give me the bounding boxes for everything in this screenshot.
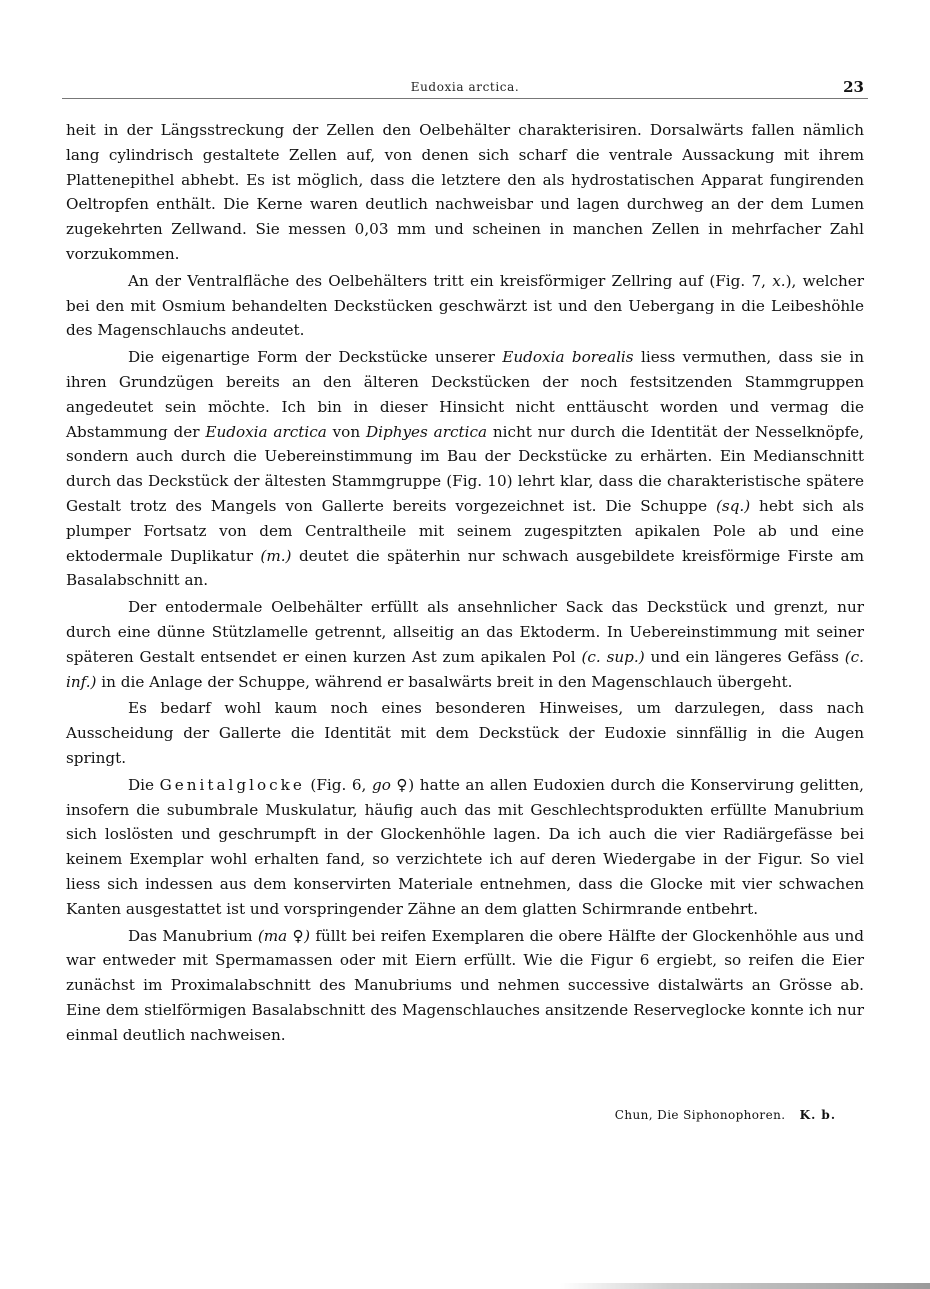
paragraph [66, 696, 864, 770]
paragraph [66, 924, 864, 1048]
text-run: Der entodermale Oelbehälter erfüllt als ansehnlicher Sack das Deckstück und grenzt, nur durch eine dünne Stützlamelle getrennt, allseitig an das Ektoderm. In Uebereinstimmung mit seiner späteren Gestalt entsendet er einen kurzen Ast zum apikalen Pol [66, 598, 864, 666]
italic-term: (sq.) [715, 496, 751, 515]
text-run: hebt sich als plumper Fortsatz von dem Centraltheile mit seinem zugespitzten apikalen Pole ab und eine ektodermale Duplikatur [66, 496, 864, 565]
text-run: in die Anlage der Schuppe, während er basalwärts breit in den Magenschlauch übergeht. [96, 672, 793, 691]
text-run: Die [128, 775, 160, 794]
text-run: ), welcher bei den mit Osmium behandelten Deckstücken geschwärzt ist und den Uebergang in die Leibeshöhle des Magenschlauchs andeutet. [66, 271, 864, 340]
running-title: Eudoxia arctica. [410, 80, 520, 94]
italic-term: Diphyes arctica [365, 422, 488, 441]
paragraph [66, 595, 864, 694]
italic-term: (c. sup.) [581, 647, 645, 666]
text-run: von [326, 422, 366, 441]
text-run: An der Ventralfläche des Oelbehälters tritt ein kreisförmiger Zellring auf (Fig. 7, [128, 271, 773, 290]
paragraph [66, 118, 864, 267]
spaced-term: Genitalglocke [159, 775, 305, 794]
header-rule [62, 98, 868, 99]
italic-term: Eudoxia arctica [205, 422, 327, 441]
paragraph [66, 773, 864, 922]
sheet-mark: K. b. [799, 1108, 836, 1122]
body-text [66, 118, 864, 1047]
page-number: 23 [843, 78, 864, 96]
page-edge-shadow [560, 1283, 930, 1289]
text-run: und ein längeres Gefäss [644, 647, 845, 666]
text-run: ) hatte an allen Eudoxien durch die Konservirung gelitten, insofern die subumbrale Muskulatur, häufig auch das mit Geschlechtsprodukten erfüllte Manubrium sich loslösten und geschrumpft in der Glockenhöhle lagen. Da ich auch die vier Radiärgefässe bei keinem Exemplar wohl erhalten fand, so verzichtete ich auf deren Wiedergabe in der Figur. So viel liess sich indessen aus dem konservirten Materiale entnehmen, dass die Glocke mit vier schwachen Kanten ausgestattet ist und vorspringender Zähne an dem glatten Schirmrande entbehrt. [66, 775, 865, 918]
footer-signature [615, 1108, 836, 1122]
running-header [62, 80, 868, 98]
text-run: liess vermuthen, dass sie in ihren Grundzügen bereits an den älteren Deckstücken der noch festsitzenden Stammgruppen angedeutet sein möchte. Ich bin in dieser Hinsicht nicht enttäuscht worden und vermag die Abstammung der [66, 348, 864, 441]
text-run: füllt bei reifen Exemplaren die obere Hälfte der Glockenhöhle aus und war entweder mit Spermamassen oder mit Eiern erfüllt. Wie die Figur 6 ergiebt, so reifen die Eier zunächst im Proximalabschnitt des Manubriums und nehmen successive distalwärts an Grösse ab. Eine dem stielförmigen Basalabschnitt des Magenschlauches ansitzende Reserveglocke konnte ich nur einmal deutlich nachweisen. [66, 926, 864, 1044]
text-run: Es bedarf wohl kaum noch eines besonderen Hinweises, um darzulegen, dass nach Ausscheidung der Gallerte die Identität mit dem Deckstück der Eudoxie sinnfällig in die Augen springt. [66, 699, 864, 767]
italic-term: (m.) [260, 546, 292, 565]
paragraph [66, 345, 864, 593]
text-run: deutet die späterhin nur schwach ausgebildete kreisförmige Firste am Basalabschnitt an. [66, 546, 864, 590]
signature-text: Chun, Die Siphonophoren. [614, 1108, 786, 1122]
italic-term: x. [772, 271, 786, 290]
text-run: (Fig. 6, [304, 775, 372, 794]
paragraph [66, 269, 864, 343]
italic-term: (ma ♀) [257, 926, 311, 945]
italic-term: (c. inf.) [66, 647, 864, 691]
text-run: heit in der Längsstreckung der Zellen den Oelbehälter charakterisiren. Dorsalwärts fallen nämlich lang cylindrisch gestaltete Zellen auf, von denen sich scharf die ventrale Aussackung mit ihrem Plattenepithel abhebt. Es ist möglich, dass die letztere den als hydrostatischen Apparat fungirenden Oeltropfen enthält. Die Kerne waren deutlich nachweisbar und lagen durchweg an der dem Lumen zugekehrten Zellwand. Sie messen 0,03 mm und scheinen in manchen Zellen in mehrfacher Zahl vorzukommen. [66, 121, 864, 263]
text-run: nicht nur durch die Identität der Nesselknöpfe, sondern auch durch die Uebereinstimmung im Bau der Deckstücke zu erhärten. Ein Medianschnitt durch das Deckstück der ältesten Stammgruppe (Fig. 10) lehrt klar, dass die charakteristische spätere Gestalt trotz des Mangels von Gallerte bereits vorgezeichnet ist. Die Schuppe [66, 422, 864, 515]
text-run: Das Manubrium [128, 926, 258, 945]
text-run: Die eigenartige Form der Deckstücke unserer [128, 348, 503, 367]
italic-term: go ♀ [371, 775, 409, 794]
italic-term: Eudoxia borealis [502, 348, 634, 367]
